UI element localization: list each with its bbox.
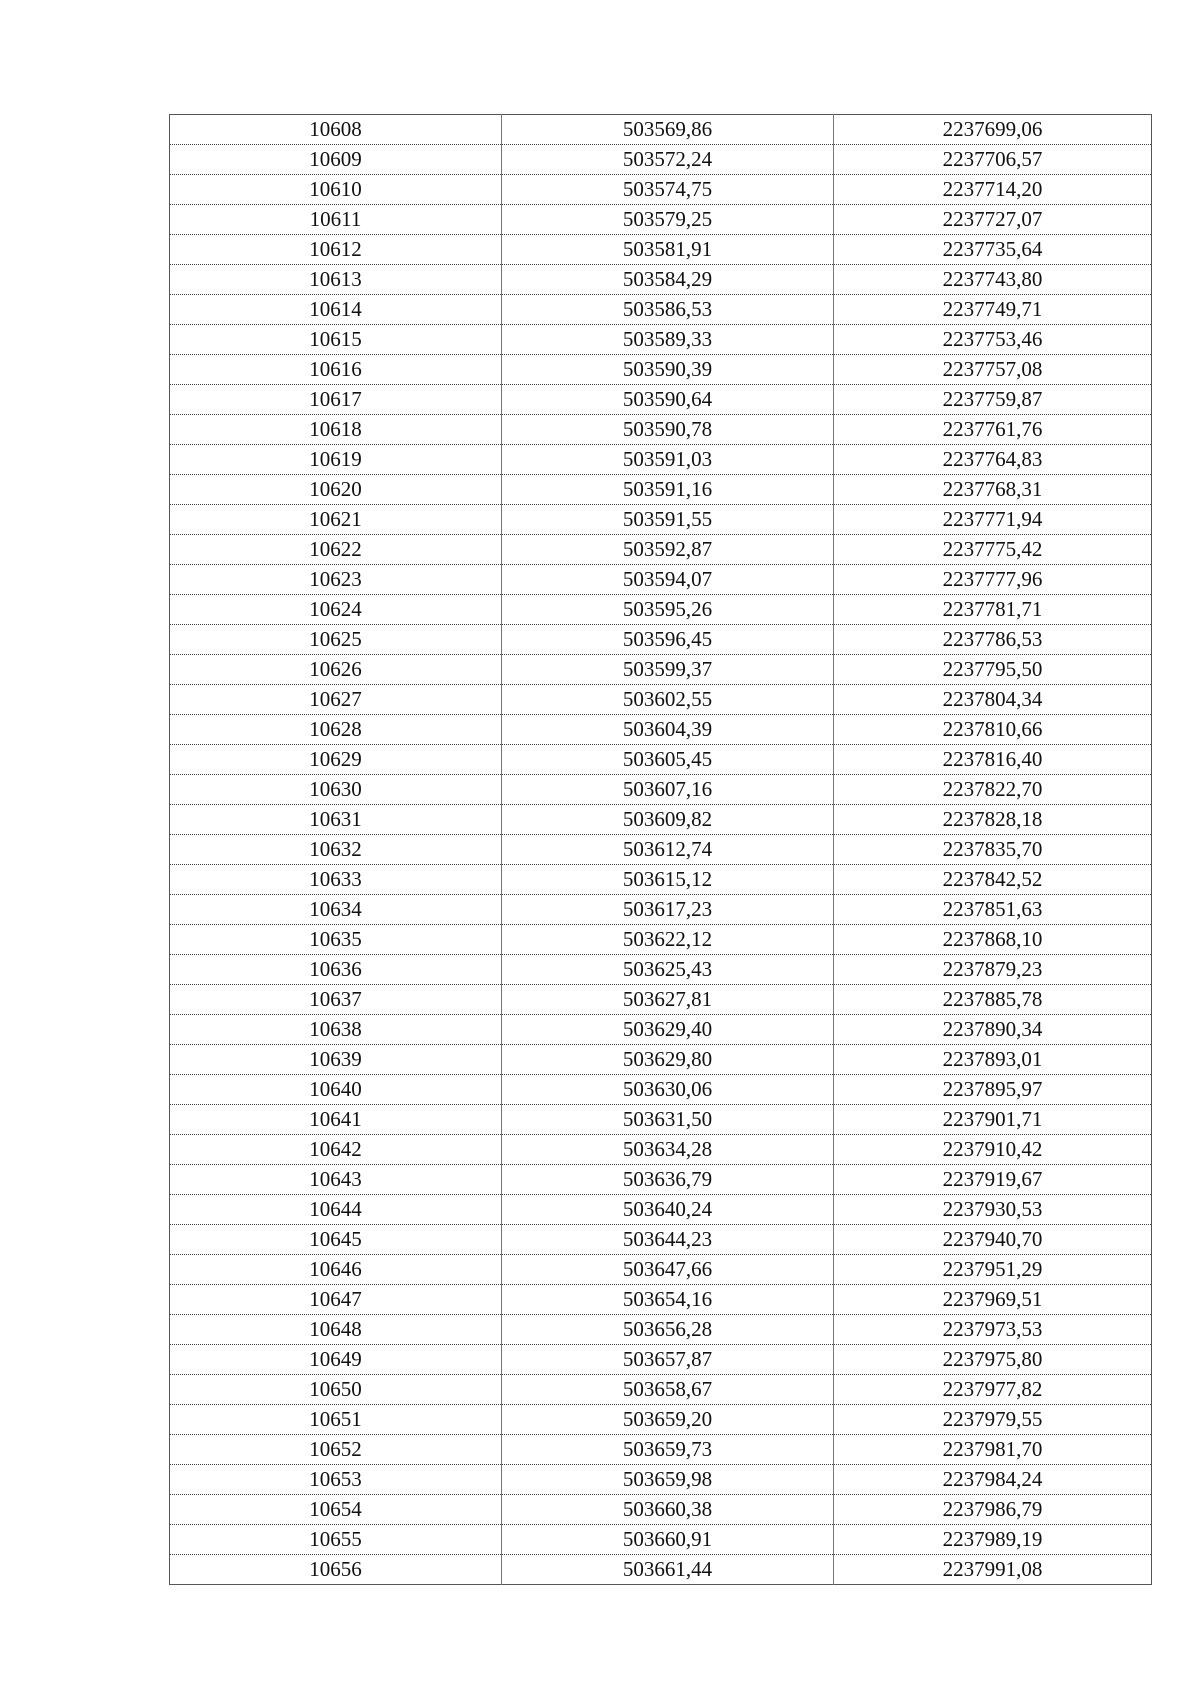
point-number-cell: 10635 xyxy=(170,925,502,955)
x-coordinate-cell: 503657,87 xyxy=(502,1345,834,1375)
x-coordinate-cell: 503636,79 xyxy=(502,1165,834,1195)
y-coordinate-cell: 2237706,57 xyxy=(834,145,1152,175)
x-coordinate-cell: 503569,86 xyxy=(502,115,834,145)
y-coordinate-cell: 2237901,71 xyxy=(834,1105,1152,1135)
x-coordinate-cell: 503581,91 xyxy=(502,235,834,265)
y-coordinate-cell: 2237910,42 xyxy=(834,1135,1152,1165)
y-coordinate-cell: 2237969,51 xyxy=(834,1285,1152,1315)
point-number-cell: 10624 xyxy=(170,595,502,625)
y-coordinate-cell: 2237989,19 xyxy=(834,1525,1152,1555)
table-row xyxy=(170,685,1152,715)
table-row xyxy=(170,835,1152,865)
table-row xyxy=(170,145,1152,175)
y-coordinate-cell: 2237977,82 xyxy=(834,1375,1152,1405)
table-row xyxy=(170,1315,1152,1345)
table-row xyxy=(170,655,1152,685)
table-row xyxy=(170,925,1152,955)
y-coordinate-cell: 2237986,79 xyxy=(834,1495,1152,1525)
x-coordinate-cell: 503625,43 xyxy=(502,955,834,985)
point-number-cell: 10638 xyxy=(170,1015,502,1045)
point-number-cell: 10650 xyxy=(170,1375,502,1405)
table-row xyxy=(170,1045,1152,1075)
point-number-cell: 10646 xyxy=(170,1255,502,1285)
point-number-cell: 10633 xyxy=(170,865,502,895)
y-coordinate-cell: 2237816,40 xyxy=(834,745,1152,775)
table-row xyxy=(170,1345,1152,1375)
table-row xyxy=(170,415,1152,445)
y-coordinate-cell: 2237842,52 xyxy=(834,865,1152,895)
x-coordinate-cell: 503596,45 xyxy=(502,625,834,655)
point-number-cell: 10608 xyxy=(170,115,502,145)
x-coordinate-cell: 503586,53 xyxy=(502,295,834,325)
x-coordinate-cell: 503579,25 xyxy=(502,205,834,235)
table-row xyxy=(170,355,1152,385)
point-number-cell: 10654 xyxy=(170,1495,502,1525)
y-coordinate-cell: 2237885,78 xyxy=(834,985,1152,1015)
x-coordinate-cell: 503592,87 xyxy=(502,535,834,565)
y-coordinate-cell: 2237851,63 xyxy=(834,895,1152,925)
x-coordinate-cell: 503591,55 xyxy=(502,505,834,535)
point-number-cell: 10621 xyxy=(170,505,502,535)
table-row xyxy=(170,1405,1152,1435)
point-number-cell: 10655 xyxy=(170,1525,502,1555)
x-coordinate-cell: 503661,44 xyxy=(502,1555,834,1585)
y-coordinate-cell: 2237727,07 xyxy=(834,205,1152,235)
y-coordinate-cell: 2237835,70 xyxy=(834,835,1152,865)
point-number-cell: 10630 xyxy=(170,775,502,805)
table-row xyxy=(170,865,1152,895)
point-number-cell: 10643 xyxy=(170,1165,502,1195)
x-coordinate-cell: 503660,91 xyxy=(502,1525,834,1555)
y-coordinate-cell: 2237975,80 xyxy=(834,1345,1152,1375)
y-coordinate-cell: 2237757,08 xyxy=(834,355,1152,385)
point-number-cell: 10622 xyxy=(170,535,502,565)
table-row xyxy=(170,1225,1152,1255)
point-number-cell: 10612 xyxy=(170,235,502,265)
y-coordinate-cell: 2237979,55 xyxy=(834,1405,1152,1435)
table-row xyxy=(170,955,1152,985)
x-coordinate-cell: 503591,03 xyxy=(502,445,834,475)
table-row xyxy=(170,1135,1152,1165)
x-coordinate-cell: 503660,38 xyxy=(502,1495,834,1525)
point-number-cell: 10645 xyxy=(170,1225,502,1255)
table-row xyxy=(170,1285,1152,1315)
x-coordinate-cell: 503647,66 xyxy=(502,1255,834,1285)
y-coordinate-cell: 2237890,34 xyxy=(834,1015,1152,1045)
y-coordinate-cell: 2237951,29 xyxy=(834,1255,1152,1285)
table-row xyxy=(170,985,1152,1015)
x-coordinate-cell: 503615,12 xyxy=(502,865,834,895)
x-coordinate-cell: 503640,24 xyxy=(502,1195,834,1225)
table-row xyxy=(170,115,1152,145)
point-number-cell: 10609 xyxy=(170,145,502,175)
point-number-cell: 10615 xyxy=(170,325,502,355)
point-number-cell: 10620 xyxy=(170,475,502,505)
y-coordinate-cell: 2237804,34 xyxy=(834,685,1152,715)
table-row xyxy=(170,1435,1152,1465)
x-coordinate-cell: 503629,40 xyxy=(502,1015,834,1045)
table-row xyxy=(170,1075,1152,1105)
x-coordinate-cell: 503656,28 xyxy=(502,1315,834,1345)
point-number-cell: 10652 xyxy=(170,1435,502,1465)
y-coordinate-cell: 2237893,01 xyxy=(834,1045,1152,1075)
y-coordinate-cell: 2237771,94 xyxy=(834,505,1152,535)
x-coordinate-cell: 503627,81 xyxy=(502,985,834,1015)
point-number-cell: 10656 xyxy=(170,1555,502,1585)
table-row xyxy=(170,1165,1152,1195)
y-coordinate-cell: 2237940,70 xyxy=(834,1225,1152,1255)
y-coordinate-cell: 2237714,20 xyxy=(834,175,1152,205)
table-row xyxy=(170,175,1152,205)
table-row xyxy=(170,1525,1152,1555)
table-row xyxy=(170,805,1152,835)
y-coordinate-cell: 2237735,64 xyxy=(834,235,1152,265)
point-number-cell: 10640 xyxy=(170,1075,502,1105)
y-coordinate-cell: 2237749,71 xyxy=(834,295,1152,325)
table-row xyxy=(170,505,1152,535)
table-row xyxy=(170,625,1152,655)
point-number-cell: 10623 xyxy=(170,565,502,595)
y-coordinate-cell: 2237759,87 xyxy=(834,385,1152,415)
point-number-cell: 10634 xyxy=(170,895,502,925)
point-number-cell: 10641 xyxy=(170,1105,502,1135)
y-coordinate-cell: 2237699,06 xyxy=(834,115,1152,145)
point-number-cell: 10653 xyxy=(170,1465,502,1495)
point-number-cell: 10611 xyxy=(170,205,502,235)
y-coordinate-cell: 2237753,46 xyxy=(834,325,1152,355)
y-coordinate-cell: 2237828,18 xyxy=(834,805,1152,835)
table-row xyxy=(170,445,1152,475)
y-coordinate-cell: 2237991,08 xyxy=(834,1555,1152,1585)
point-number-cell: 10628 xyxy=(170,715,502,745)
table-row xyxy=(170,715,1152,745)
point-number-cell: 10649 xyxy=(170,1345,502,1375)
table-row xyxy=(170,475,1152,505)
x-coordinate-cell: 503605,45 xyxy=(502,745,834,775)
table-row xyxy=(170,1375,1152,1405)
point-number-cell: 10639 xyxy=(170,1045,502,1075)
point-number-cell: 10629 xyxy=(170,745,502,775)
point-number-cell: 10644 xyxy=(170,1195,502,1225)
point-number-cell: 10632 xyxy=(170,835,502,865)
table-row xyxy=(170,565,1152,595)
table-row xyxy=(170,295,1152,325)
x-coordinate-cell: 503629,80 xyxy=(502,1045,834,1075)
x-coordinate-cell: 503594,07 xyxy=(502,565,834,595)
table-row xyxy=(170,385,1152,415)
x-coordinate-cell: 503590,39 xyxy=(502,355,834,385)
x-coordinate-cell: 503659,98 xyxy=(502,1465,834,1495)
x-coordinate-cell: 503590,78 xyxy=(502,415,834,445)
y-coordinate-cell: 2237973,53 xyxy=(834,1315,1152,1345)
x-coordinate-cell: 503595,26 xyxy=(502,595,834,625)
table-row xyxy=(170,595,1152,625)
x-coordinate-cell: 503631,50 xyxy=(502,1105,834,1135)
table-row xyxy=(170,265,1152,295)
y-coordinate-cell: 2237743,80 xyxy=(834,265,1152,295)
x-coordinate-cell: 503612,74 xyxy=(502,835,834,865)
x-coordinate-cell: 503574,75 xyxy=(502,175,834,205)
point-number-cell: 10631 xyxy=(170,805,502,835)
table-row xyxy=(170,745,1152,775)
table-row xyxy=(170,1465,1152,1495)
table-row xyxy=(170,1105,1152,1135)
point-number-cell: 10642 xyxy=(170,1135,502,1165)
table-row xyxy=(170,235,1152,265)
x-coordinate-cell: 503607,16 xyxy=(502,775,834,805)
x-coordinate-cell: 503584,29 xyxy=(502,265,834,295)
table-row xyxy=(170,205,1152,235)
x-coordinate-cell: 503589,33 xyxy=(502,325,834,355)
table-row xyxy=(170,1195,1152,1225)
x-coordinate-cell: 503572,24 xyxy=(502,145,834,175)
y-coordinate-cell: 2237930,53 xyxy=(834,1195,1152,1225)
y-coordinate-cell: 2237786,53 xyxy=(834,625,1152,655)
x-coordinate-cell: 503590,64 xyxy=(502,385,834,415)
point-number-cell: 10625 xyxy=(170,625,502,655)
x-coordinate-cell: 503630,06 xyxy=(502,1075,834,1105)
y-coordinate-cell: 2237981,70 xyxy=(834,1435,1152,1465)
table-row xyxy=(170,1015,1152,1045)
x-coordinate-cell: 503659,20 xyxy=(502,1405,834,1435)
table-row xyxy=(170,535,1152,565)
point-number-cell: 10651 xyxy=(170,1405,502,1435)
point-number-cell: 10619 xyxy=(170,445,502,475)
point-number-cell: 10636 xyxy=(170,955,502,985)
point-number-cell: 10648 xyxy=(170,1315,502,1345)
x-coordinate-cell: 503617,23 xyxy=(502,895,834,925)
y-coordinate-cell: 2237781,71 xyxy=(834,595,1152,625)
y-coordinate-cell: 2237777,96 xyxy=(834,565,1152,595)
y-coordinate-cell: 2237795,50 xyxy=(834,655,1152,685)
y-coordinate-cell: 2237761,76 xyxy=(834,415,1152,445)
y-coordinate-cell: 2237919,67 xyxy=(834,1165,1152,1195)
point-number-cell: 10613 xyxy=(170,265,502,295)
x-coordinate-cell: 503644,23 xyxy=(502,1225,834,1255)
x-coordinate-cell: 503602,55 xyxy=(502,685,834,715)
table-row xyxy=(170,325,1152,355)
table-row xyxy=(170,895,1152,925)
point-number-cell: 10614 xyxy=(170,295,502,325)
table-row xyxy=(170,1555,1152,1585)
y-coordinate-cell: 2237810,66 xyxy=(834,715,1152,745)
point-number-cell: 10616 xyxy=(170,355,502,385)
y-coordinate-cell: 2237775,42 xyxy=(834,535,1152,565)
point-number-cell: 10626 xyxy=(170,655,502,685)
y-coordinate-cell: 2237868,10 xyxy=(834,925,1152,955)
point-number-cell: 10647 xyxy=(170,1285,502,1315)
x-coordinate-cell: 503591,16 xyxy=(502,475,834,505)
point-number-cell: 10617 xyxy=(170,385,502,415)
table-row xyxy=(170,1255,1152,1285)
x-coordinate-cell: 503654,16 xyxy=(502,1285,834,1315)
point-number-cell: 10637 xyxy=(170,985,502,1015)
coordinates-table-body xyxy=(170,115,1152,1585)
y-coordinate-cell: 2237822,70 xyxy=(834,775,1152,805)
y-coordinate-cell: 2237768,31 xyxy=(834,475,1152,505)
point-number-cell: 10627 xyxy=(170,685,502,715)
x-coordinate-cell: 503599,37 xyxy=(502,655,834,685)
y-coordinate-cell: 2237895,97 xyxy=(834,1075,1152,1105)
x-coordinate-cell: 503658,67 xyxy=(502,1375,834,1405)
point-number-cell: 10610 xyxy=(170,175,502,205)
table-row xyxy=(170,1495,1152,1525)
point-number-cell: 10618 xyxy=(170,415,502,445)
coordinates-table xyxy=(169,114,1152,1585)
y-coordinate-cell: 2237879,23 xyxy=(834,955,1152,985)
x-coordinate-cell: 503609,82 xyxy=(502,805,834,835)
x-coordinate-cell: 503659,73 xyxy=(502,1435,834,1465)
x-coordinate-cell: 503634,28 xyxy=(502,1135,834,1165)
x-coordinate-cell: 503604,39 xyxy=(502,715,834,745)
x-coordinate-cell: 503622,12 xyxy=(502,925,834,955)
y-coordinate-cell: 2237984,24 xyxy=(834,1465,1152,1495)
y-coordinate-cell: 2237764,83 xyxy=(834,445,1152,475)
table-row xyxy=(170,775,1152,805)
